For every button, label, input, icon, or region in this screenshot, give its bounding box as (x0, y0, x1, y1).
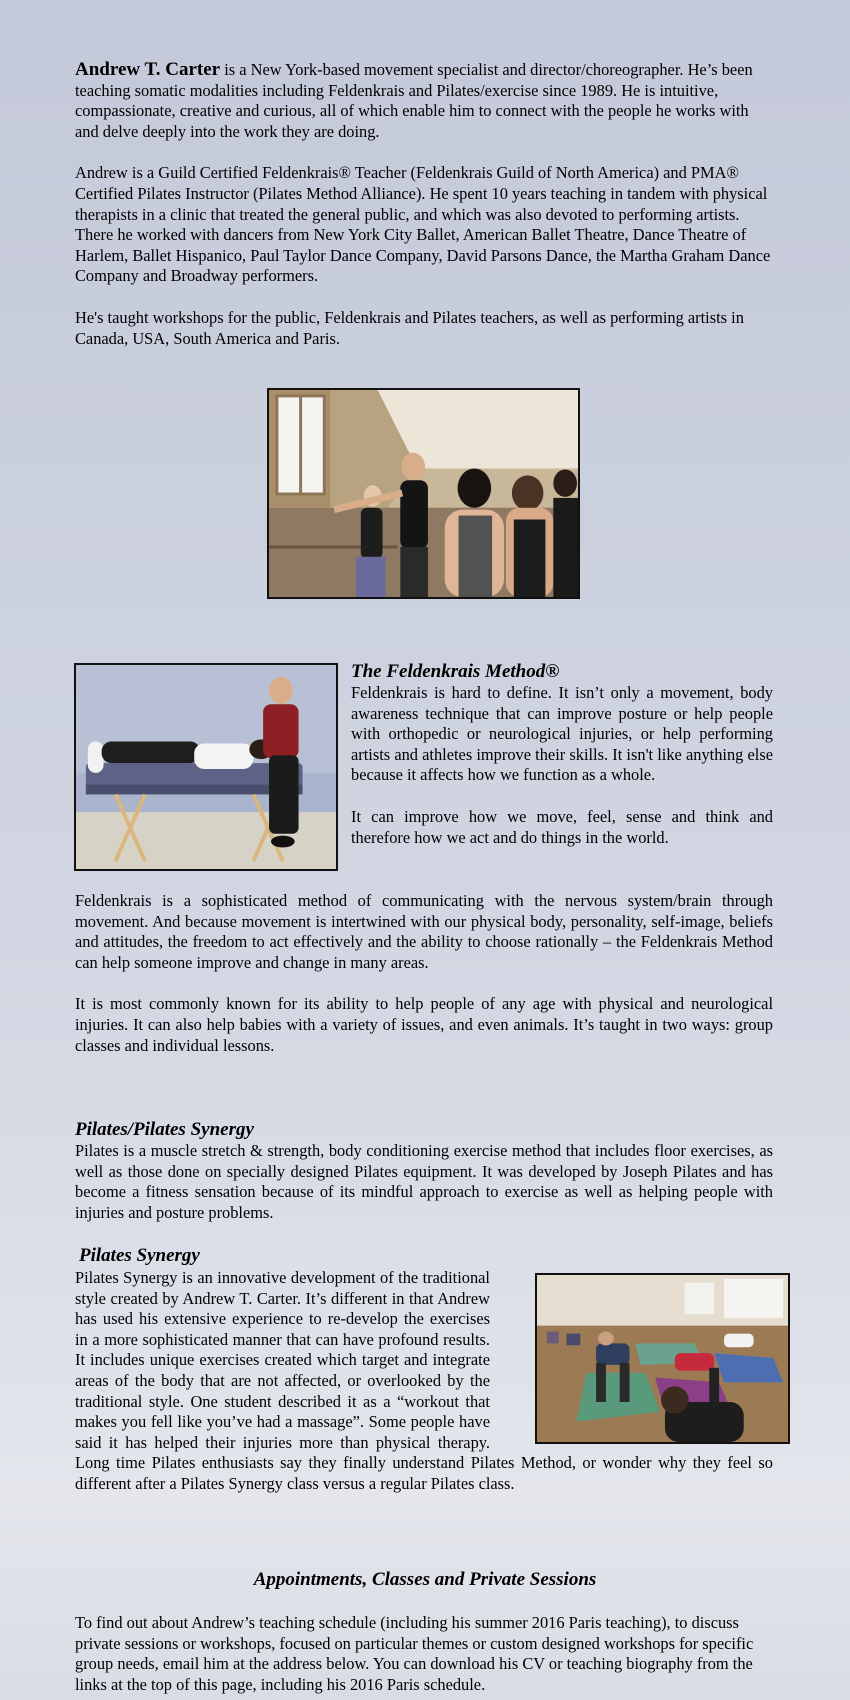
pilates-synergy-paragraph: Pilates Synergy is an innovative development of the traditional style created by Andrew T. Carter. It’s different in that Andrew has used his extensive experience to re-develop the exercises in a more sophisticated manner that can have profound results. It includes unique exercises created which target and integrate areas of the body that are not affected, or overlooked by the traditional style. One student described it as a “workout that makes you fell like you’ve had a massage”. Some people have said it has helped their injuries more than physical therapy. Long time Pilates enthusiasts say they finally understand Pilates Method, or wonder why they feel so different after a Pilates Synergy class versus a regular Pilates class. (75, 1268, 773, 1493)
feldenkrais-paragraph-4: It is most commonly known for its ability to help people of any age with physical and neurological injuries. It can also help babies with a variety of issues, and even animals. It’s taught in two ways: group classes and individual lessons. (75, 994, 773, 1055)
pilates-synergy-text (75, 1245, 520, 1267)
appointments-heading: Appointments, Classes and Private Sessions (253, 1569, 597, 1590)
dance-class-photo (267, 388, 580, 599)
pilates-section (75, 1119, 773, 1223)
feldenkrais-heading: The Feldenkrais Method® (351, 661, 560, 682)
pilates-synergy-body (75, 1268, 773, 1495)
appointments-section (75, 1613, 773, 1695)
feldenkrais-body (75, 891, 773, 1056)
appointments-paragraph: To find out about Andrew’s teaching schedule (including his summer 2016 Paris teaching), to discuss private sessions or workshops, focused on particular themes or custom designed workshops for specific group needs, email him at the address below. You can download his CV or teaching biography from the links at the top of this page, including his 2016 Paris schedule. (75, 1613, 754, 1694)
photo-float-spacer (500, 1268, 773, 1440)
intro-paragraph-1: Andrew T. Carter is a New York-based movement specialist and director/choreographer. He’s been teaching somatic modalities including Feldenkrais and Pilates/exercise since 1989. He is intuitive, compassionate, creative and curious, all of which enable him to connect with the people he works with and delve deeply into the work they are doing. (75, 59, 753, 141)
appointments-heading-wrap (0, 1569, 850, 1591)
intro-paragraph-2: Andrew is a Guild Certified Feldenkrais® Teacher (Feldenkrais Guild of North America) and PMA® Certified Pilates Instructor (Pilates Method Alliance). He spent 10 years teaching in tandem with physical therapists in a clinic that treated the general public, and which was also devoted to performing artists. There he worked with dancers from New York City Ballet, American Ballet Theatre, Dance Theatre of Harlem, Ballet Hispanico, Paul Taylor Dance Company, David Parsons Dance, the Martha Graham Dance Company and Broadway performers. (75, 163, 771, 286)
pilates-synergy-heading: Pilates Synergy (79, 1245, 200, 1266)
feldenkrais-paragraph-2: It can improve how we move, feel, sense and think and therefore how we act and do things in the world. (351, 806, 773, 847)
feldenkrais-lesson-photo (74, 663, 338, 871)
feldenkrais-paragraph-3: Feldenkrais is a sophisticated method of communicating with the nervous system/brain through movement. And because movement is intertwined with our physical body, personality, self-image, beliefs and attitudes, the freedom to act effectively and the ability to choose rationally – the Feldenkrais Method can help someone improve and change in many areas. (75, 891, 773, 972)
feldenkrais-side-text (351, 661, 773, 848)
pilates-paragraph-1: Pilates is a muscle stretch & strength, body conditioning exercise method that includes floor exercises, as well as those done on specially designed Pilates equipment. It was developed by Joseph Pilates and has become a fitness sensation because of its mindful approach to exercise as well as helping people with injuries and posture problems. (75, 1141, 773, 1222)
pilates-heading: Pilates/Pilates Synergy (75, 1119, 254, 1140)
feldenkrais-paragraph-1: Feldenkrais is hard to define. It isn’t only a movement, body awareness technique that can improve posture or help people with orthopedic or neurological injuries, or help performing artists and athletes improve their skills. It isn't like anything else because it affects how we function as a whole. (351, 683, 773, 785)
author-name: Andrew T. Carter (75, 59, 221, 80)
intro-paragraph-3: He's taught workshops for the public, Feldenkrais and Pilates teachers, as well as performing artists in Canada, USA, South America and Paris. (75, 307, 744, 348)
intro-section (75, 60, 773, 349)
